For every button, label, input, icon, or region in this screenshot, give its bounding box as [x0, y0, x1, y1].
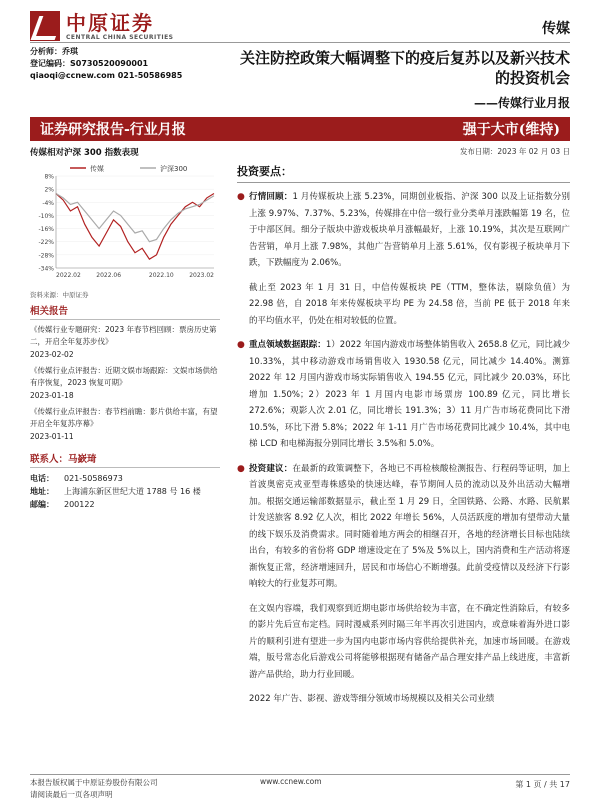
series-line — [56, 194, 214, 260]
footer-left — [30, 777, 158, 801]
cert-label: 登记编码： — [30, 59, 70, 68]
bullet-icon: ● — [237, 340, 245, 350]
related-item[interactable]: 《传媒行业点评报告：近期文娱市场跟踪：文娱市场供给有序恢复，2023 恢复可期》 — [30, 366, 218, 387]
x-tick-label: 2022.06 — [96, 272, 122, 279]
analyst-contact: qiaoqi@ccnew.com 021-50586985 — [30, 71, 183, 80]
rating: 强于大市(维持) — [462, 122, 560, 138]
y-tick-label: -28% — [38, 252, 54, 260]
legend-label: 传媒 — [90, 165, 104, 173]
logo-mark-icon — [30, 11, 60, 41]
y-tick-label: 2% — [44, 186, 54, 194]
header-divider — [30, 42, 570, 43]
disclaimer-note: 请阅读最后一页各项声明 — [30, 790, 113, 799]
y-tick-label: -34% — [38, 265, 54, 273]
contact-block — [30, 472, 220, 511]
report-headline: 关注防控政策大幅调整下的疫后复苏以及新兴技术的投资机会 — [239, 49, 570, 87]
bullet-icon: ● — [237, 463, 245, 474]
y-tick-label: -16% — [38, 226, 54, 234]
report-subline: ——传媒行业月报 — [473, 96, 570, 110]
zip-label: 邮编： — [30, 500, 54, 509]
footer-site[interactable]: www.ccnew.com — [260, 777, 322, 786]
addr-value: 上海浦东新区世纪大道 1788 号 16 楼 — [64, 487, 201, 496]
main-content — [237, 146, 570, 716]
analyst-label: 分析师： — [30, 47, 62, 56]
sector-label: 传媒 — [542, 21, 570, 37]
related-item[interactable]: 《传媒行业专题研究：2023 年春节档回顾：票房历史第二，开启全年复苏步伐》 — [30, 325, 217, 346]
analyst-name: 乔琪 — [62, 47, 78, 56]
point-label: 投资建议： — [249, 463, 293, 474]
footer-divider — [30, 774, 570, 775]
point-text: 1 月传媒板块上涨 5.23%，同期创业板指、沪深 300 以及上证指数分别上涨 9.97%、7.37%、5.23%，传媒排在中信一级行业分类单月涨跌幅第 19 名，位于中部区间。细分子版块中游戏板块单月涨幅最好，上涨 10.19%，其次是互联网广告营销，单月上涨 7.98%，其他广告营销单月上涨 5.61%，仅有影视子板块单月下跌，下跌幅度为 2.06%。 — [249, 192, 570, 268]
related-date: 2023-01-18 — [30, 391, 74, 400]
related-date: 2023-02-02 — [30, 350, 74, 359]
report-type: 证券研究报告-行业月报 — [40, 122, 186, 138]
related-item[interactable]: 《传媒行业点评报告：春节档前瞻：影片供给丰富，有望开启全年复苏序幕》 — [30, 407, 218, 428]
x-tick-label: 2022.10 — [148, 272, 174, 279]
contact-title — [30, 451, 220, 468]
point-label: 重点领域数据跟踪： — [249, 340, 326, 350]
zip-value: 200122 — [64, 500, 95, 509]
related-date: 2023-01-11 — [30, 432, 74, 441]
y-tick-label: -4% — [42, 199, 54, 207]
copyright: 本报告版权属于中原证券股份有限公司 — [30, 778, 158, 787]
point-continued: 2022 年广告、影视、游戏等细分领域市场规模以及相关公司业绩 — [249, 694, 495, 704]
related-title: 相关报告 — [30, 303, 220, 320]
point-text: 在最新的政策调整下，各地已不再检核酸检测报告、行程码等证明，加上首波奥密克戎亚型毒株感染的快速达峰，春节期间人员的流动以及外出活动大幅增加。根据交通运输部数据显示，截止至 1 月 29 日，全国铁路、公路、水路、民航累计发送旅客 8.92 亿人次，相比 2022 年增长 56%，人员活跃度的增加有望带动大量的线下娱乐及消费需求。同时随着地方两会的相继召开，各地的经济增长目标也陆续出台，有较多的省份将 GDP 增速设定在了 5%及 5%以上，国内消费和生产活动将逐渐恢复正常，经济增速回升，居民和市场信心不断增强。此前受疫情以及经济下行影响较大的行业复苏可期。 — [249, 463, 570, 589]
cert-no: S0730520090001 — [70, 59, 149, 68]
logo-cn: 中原证券 — [66, 10, 154, 35]
phone-label: 电话： — [30, 474, 54, 483]
point-investment-advice — [237, 461, 570, 593]
x-tick-label: 2022.02 — [56, 272, 81, 279]
chart-source: 资料来源：中原证券 — [30, 291, 89, 299]
point-label: 行情回顾： — [249, 192, 293, 202]
publish-date: 发布日期：2023 年 02 月 03 日 — [459, 147, 570, 156]
x-tick-label: 2023.02 — [189, 272, 214, 279]
report-banner — [30, 117, 570, 141]
point-text: 1）2022 年国内游戏市场整体销售收入 2658.8 亿元，同比减少 10.33%，其中移动游戏市场销售收入 1930.58 亿元，同比减少 14.40%。测算 2022 年 12 月国内游戏市场实际销售收入 194.55 亿元，同比减少 20.03%，环比增加 1.50%；2）2023 年 1 月国内电影市场票房 100.89 亿元，同比增长 272.6%；观影人次 2.01 亿，同比增长 191.3%；3）11 月广告市场花费同比下滑 10.5%，环比下滑 5.8%；2022 年 1-11 月广告市场花费同比减少 10.4%，其中电梯 LCD 和电梯海报分别同比增长 3.5%和 5.0%。 — [249, 340, 570, 449]
analyst-info — [30, 46, 182, 82]
y-tick-label: 8% — [44, 173, 54, 181]
y-tick-label: -22% — [38, 239, 54, 247]
series-line — [56, 194, 214, 242]
contact-name: 马嶔琦 — [68, 454, 97, 465]
contact-label: 联系人： — [30, 454, 69, 465]
performance-chart — [30, 162, 220, 282]
y-tick-label: -10% — [38, 212, 54, 220]
bullet-icon: ● — [237, 192, 245, 202]
point-content-side: 在文娱内容端，我们观察到近期电影市场供给较为丰富，在不确定性消除后，有较多的影片先后宣布定档。同时漫威系列时隔三年半再次引进国内，或意味着海外进口影片的顺利引进有望进一步为国内电影市场内容供给提供补充，加速市场回暖。在游戏端，版号常态化后游戏公司将能够根据现有储备产品合理安排产品上线进度，丰富新游产品供给，助力行业回暖。 — [249, 603, 570, 680]
point-market-review — [237, 189, 570, 272]
sidebar — [30, 146, 220, 511]
chart-title: 传媒相对沪深 300 指数表现 — [30, 148, 139, 158]
page-number: 第 1 页 / 共 17 — [515, 780, 570, 789]
chart-svg — [30, 162, 220, 282]
phone-value: 021-50586973 — [64, 474, 123, 483]
company-logo — [30, 6, 190, 46]
point-data-tracking — [237, 337, 570, 453]
related-list — [30, 324, 220, 441]
logo-en: CENTRAL CHINA SECURITIES — [66, 33, 174, 41]
point-valuation: 截止至 2023 年 1 月 31 日，中信传媒板块 PE（TTM，整体法，剔除负值）为 22.98 倍，自 2018 年来传媒板块平均 PE 为 24.58 倍，当前 PE 低于 2018 年来的平均值水平，仍处在相对较低的位置。 — [249, 282, 570, 326]
points-title: 投资要点： — [237, 163, 570, 183]
addr-label: 地址： — [30, 487, 54, 496]
legend-label: 沪深300 — [160, 165, 188, 173]
